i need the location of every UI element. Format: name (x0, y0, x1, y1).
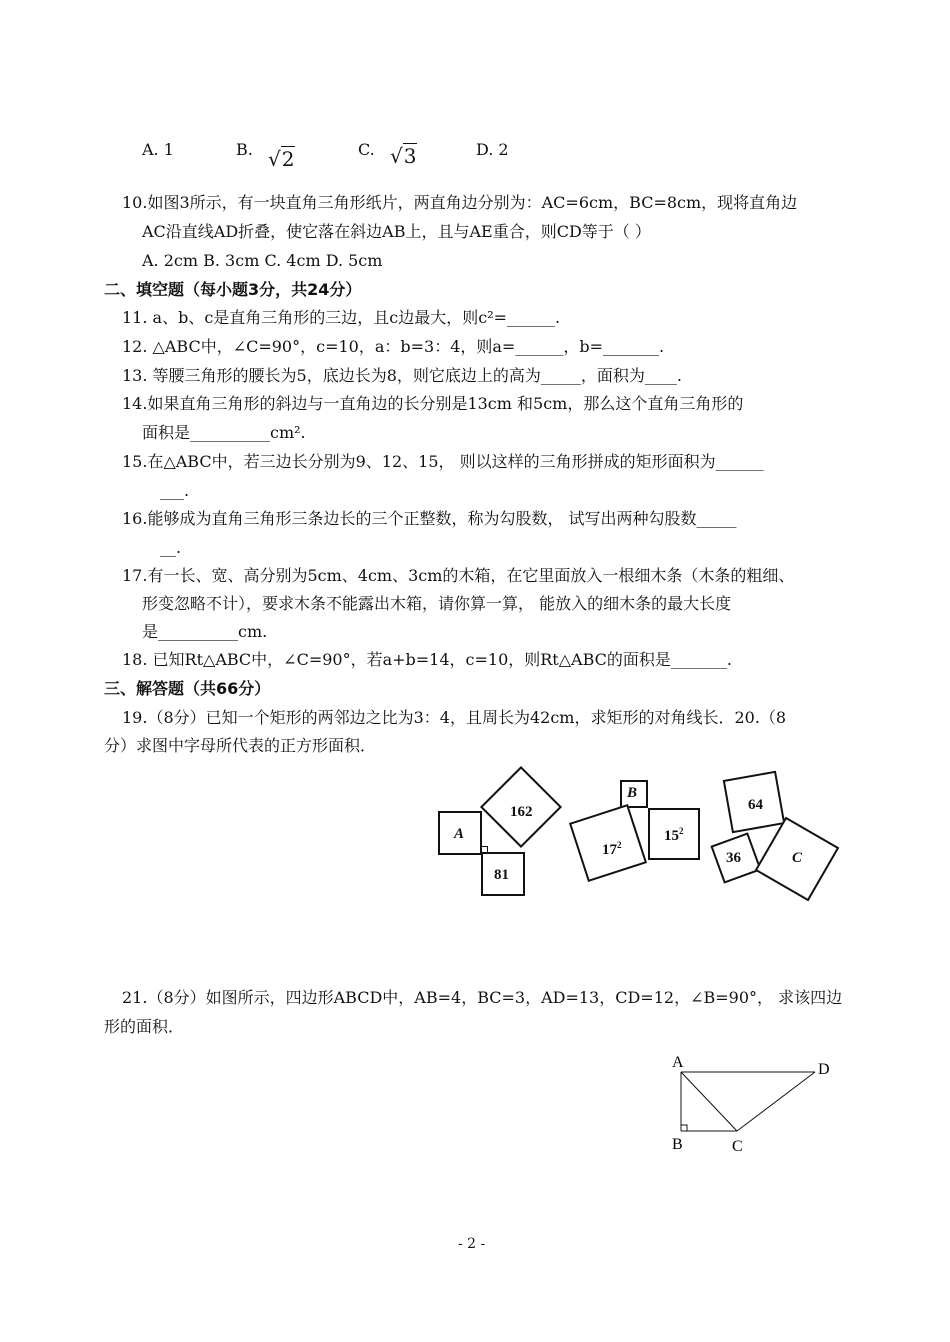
q21-line2: 形的面积． (104, 1017, 185, 1036)
q15-line1: 15.在△ABC中，若三边长分别为9、12、15， 则以这样的三角形拼成的矩形面积为______ (122, 452, 764, 471)
q21-line1: 21.（8分）如图所示，四边形ABCD中，AB=4，BC=3，AD=13，CD=12，∠B=90°， 求该四边 (122, 988, 843, 1007)
fig21-edge-cd (737, 1072, 815, 1131)
fig2-label-15sq: $15^2$ (664, 826, 684, 844)
q11: 11. a、b、c是直角三角形的三边，且c边最大，则c²=______. (122, 308, 561, 327)
q9-option-d: D. 2 (476, 140, 509, 159)
fig21-label-b: B (672, 1136, 683, 1153)
q9-option-b: B. (236, 140, 253, 159)
q16-line2: __. (160, 538, 182, 557)
q9-option-b-sqrt: √2 (268, 147, 295, 171)
q17-line1: 17.有一长、宽、高分别为5cm、4cm、3cm的木箱，在它里面放入一根细木条（木条的粗细、 (122, 566, 795, 585)
q14-line1: 14.如果直角三角形的斜边与一直角边的长分别是13cm 和5cm，那么这个直角三角形的 (122, 394, 744, 413)
fig3-label-64: 64 (748, 797, 763, 813)
q17-line2: 形变忽略不计），要求木条不能露出木箱，请你算一算， 能放入的细木条的最大长度 (142, 594, 732, 613)
q10-line1: 10.如图3所示，有一块直角三角形纸片，两直角边分别为：AC=6cm，BC=8cm，现将直角边 (122, 193, 798, 212)
fig3-label-36: 36 (726, 850, 741, 866)
fig1-label-162: 162 (510, 804, 533, 820)
q9-option-a: A. 1 (142, 140, 174, 159)
fig21-right-angle-mark (681, 1125, 687, 1131)
fig1-label-81: 81 (494, 867, 509, 883)
fig21-diagonal-ac (681, 1072, 737, 1131)
fig1-label-a: A (454, 826, 465, 842)
fig21-label-a: A (672, 1054, 684, 1071)
fig21-label-c: C (732, 1138, 743, 1155)
fig1-right-angle-mark (481, 846, 488, 853)
fig2-label-b: B (627, 785, 638, 801)
q21-figure (660, 1045, 860, 1160)
section3-title: 三、解答题（共66分） (104, 679, 271, 698)
fig3-label-c: C (792, 850, 803, 866)
section2-title: 二、填空题（每小题3分，共24分） (104, 280, 362, 299)
q10-line2: AC沿直线AD折叠，使它落在斜边AB上，且与AE重合，则CD等于（ ） (142, 222, 651, 241)
page-number: - 2 - (458, 1236, 486, 1252)
q13: 13. 等腰三角形的腰长为5，底边长为8，则它底边上的高为_____，面积为____. (122, 366, 682, 385)
q9-option-c: C. (358, 140, 375, 159)
q17-line3: 是__________cm. (142, 622, 268, 641)
q10-options: A. 2cm B. 3cm C. 4cm D. 5cm (142, 251, 383, 270)
fig21-label-d: D (818, 1061, 830, 1078)
q16-line1: 16.能够成为直角三角形三条边长的三个正整数，称为勾股数， 试写出两种勾股数_____ (122, 509, 737, 528)
q19-line1: 19.（8分）已知一个矩形的两邻边之比为3：4，且周长为42cm，求矩形的对角线长．20.（8 (122, 708, 787, 727)
q14-line2: 面积是__________cm². (142, 423, 306, 442)
q12: 12. △ABC中，∠C=90°，c=10，a：b=3：4，则a=______，b=_______. (122, 337, 665, 356)
q15-line2: ___. (160, 481, 190, 500)
fig2-label-17sq: $17^2$ (602, 840, 622, 858)
q20-line2: 分）求图中字母所代表的正方形面积． (104, 736, 377, 755)
q9-option-c-sqrt: √3 (390, 144, 417, 168)
q18: 18. 已知Rt△ABC中，∠C=90°，若a+b=14，c=10，则Rt△ABC的面积是_______. (122, 650, 732, 669)
